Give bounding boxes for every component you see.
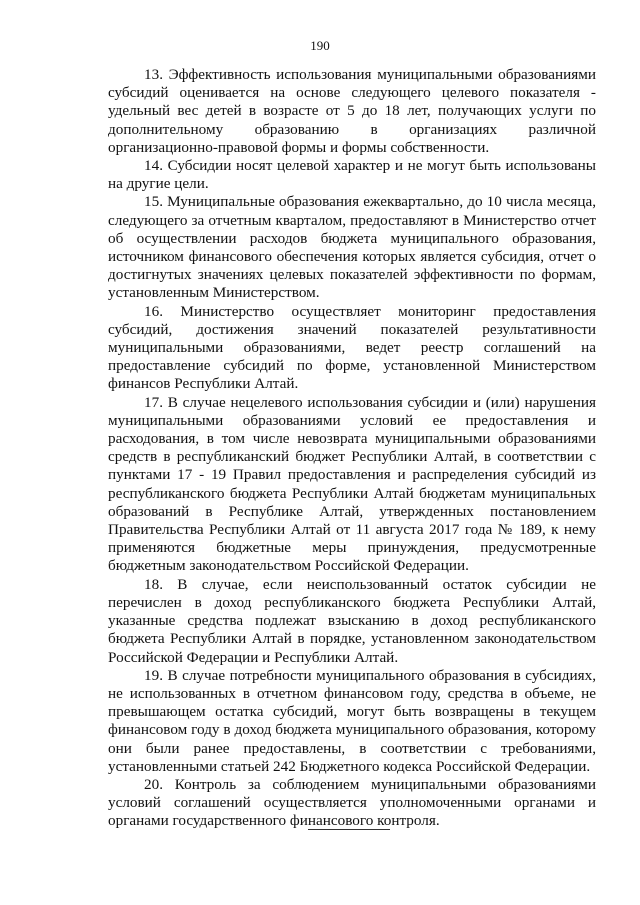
paragraph-15: 15. Муниципальные образования ежеквартально, до 10 числа месяца, следующего за отчетным кварталом, предоставляют в Министерство отчет об осуществлении расходов бюджета муниципального образования, источником финансового обеспечения которых является субсидия, отчет о достигнутых значениях целевых показателей эффективности по формам, установленным Министерством. — [108, 193, 596, 302]
closing-divider-line — [308, 829, 390, 830]
paragraph-17: 17. В случае нецелевого использования субсидии и (или) нарушения муниципальными образованиями условий ее предоставления и расходования, в том числе невозврата муниципальными образованиями средств в республиканский бюджет Республики Алтай, в соответствии с пунктами 17 - 19 Правил предоставления и распределения субсидий из республиканского бюджета Республики Алтай бюджетам муниципальных образований в Республике Алтай, утвержденных постановлением Правительства Республики Алтай от 11 августа 2017 года № 189, к нему применяются бюджетные меры принуждения, предусмотренные бюджетным законодательством Российской Федерации. — [108, 393, 596, 575]
paragraph-16: 16. Министерство осуществляет мониторинг предоставления субсидий, достижения значений показателей результативности муниципальными образованиями, ведет реестр соглашений на предоставление субсидий по форме, установленной Министерством финансов Республики Алтай. — [108, 302, 596, 393]
paragraph-19: 19. В случае потребности муниципального образования в субсидиях, не использованных в отчетном финансовом году, средства в объеме, не превышающем остатка субсидий, могут быть возвращены в текущем финансовом году в доход бюджета муниципального образования, которому они были ранее предоставлены, в соответствии с требованиями, установленными статьей 242 Бюджетного кодекса Российской Федерации. — [108, 666, 596, 775]
page-number: 190 — [310, 38, 330, 53]
paragraph-14: 14. Субсидии носят целевой характер и не могут быть использованы на другие цели. — [108, 157, 596, 193]
paragraph-20: 20. Контроль за соблюдением муниципальными образованиями условий соглашений осуществляется уполномоченными органами и органами государственного финансового контроля. — [108, 775, 596, 830]
document-body — [108, 66, 596, 831]
paragraph-13: 13. Эффективность использования муниципальными образованиями субсидий оценивается на основе следующего целевого показателя - удельный вес детей в возрасте от 5 до 18 лет, получающих услуги по дополнительному образованию в организациях различной организационно-правовой формы и формы собственности. — [108, 66, 596, 156]
paragraph-18: 18. В случае, если неиспользованный остаток субсидии не перечислен в доход республиканского бюджета Республики Алтай, указанные средства подлежат взысканию в доход республиканского бюджета Республики Алтай в порядке, установленном законодательством Российской Федерации и Республики Алтай. — [108, 575, 596, 666]
